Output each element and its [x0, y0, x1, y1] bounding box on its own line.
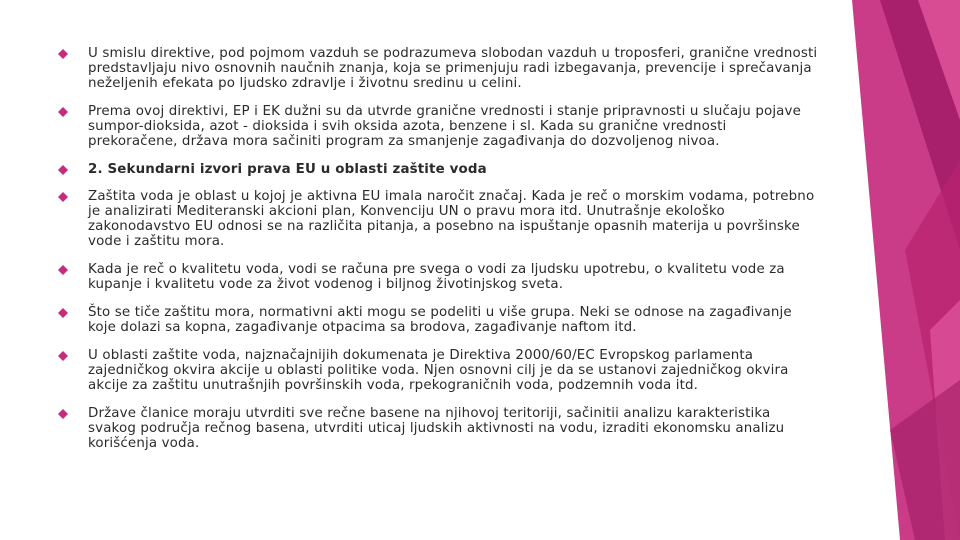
section-heading	[58, 162, 818, 177]
diamond-bullet-icon	[58, 107, 68, 117]
facet-shape	[852, 0, 960, 540]
bullet-text: Države članice moraju utvrditi sve rečne basene na njihovoj teritoriji, sačinitii analizu karakteristika svakog područja rečnog basena, utvrditi uticaj ljudskih aktivnosti na vodu, izraditi ekonomsku analizu korišćenja voda.	[88, 406, 785, 451]
bullet-text: Zaštita voda je oblast u kojoj je aktivna EU imala naročit značaj. Kada je reč o morskim vodama, potrebno je analizirati Mediteranski akcioni plan, Konvenciju UN o pravu mora itd. Unutrašnje ekološko zakonodavstvo EU odnosi se na različita pitanja, a posebno na ispuštanje opasnih materija u površinske vode i zaštitu mora.	[88, 189, 815, 249]
facet-shape	[905, 160, 960, 540]
diamond-bullet-icon	[58, 165, 68, 175]
bullet-list	[58, 46, 818, 464]
bullet-item	[58, 189, 818, 249]
diamond-bullet-icon	[58, 308, 68, 318]
diamond-bullet-icon	[58, 49, 68, 59]
facet-shape	[890, 380, 960, 540]
diamond-bullet-icon	[58, 192, 68, 202]
bullet-item	[58, 46, 818, 91]
bullet-item	[58, 104, 818, 149]
diamond-bullet-icon	[58, 351, 68, 361]
bullet-text: Kada je reč o kvalitetu voda, vodi se računa pre svega o vodi za ljudsku upotrebu, o kvalitetu vode za kupanje i kvalitetu vode za život vodenog i biljnog životinjskog sveta.	[88, 262, 785, 292]
facet-shape	[918, 0, 960, 120]
facet-shape	[880, 0, 960, 250]
bullet-text: Prema ovoj direktivi, EP i EK dužni su da utvrde granične vrednosti i stanje pripravnosti u slučaju pojave sumpor-dioksida, azot - dioksida i svih oksida azota, benzene i sl. Kada su granične vrednosti prekoračene, država mora sačiniti program za smanjenje zagađivanja do dozvoljenog nivoa.	[88, 104, 802, 149]
heading-text: 2. Sekundarni izvori prava EU u oblasti zaštite voda	[88, 162, 487, 177]
bullet-text: Što se tiče zaštitu mora, normativni akti mogu se podeliti u više grupa. Neki se odnose na zagađivanje koje dolazi sa kopna, zagađivanje otpacima sa brodova, zagađivanje naftom itd.	[88, 305, 792, 335]
diamond-bullet-icon	[58, 265, 68, 275]
bullet-item	[58, 348, 818, 393]
bullet-item	[58, 406, 818, 451]
bullet-text: U oblasti zaštite voda, najznačajnijih dokumenata je Direktiva 2000/60/EC Evropskog parlamenta zajedničkog okvira akcije u oblasti politike voda. Njen osnovni cilj je da se ustanovi zajedničkog okvira akcije za zaštitu unutrašnjih površinskih voda, rpekograničnih voda, podzemnih voda itd.	[88, 348, 789, 393]
facet-shape	[930, 300, 960, 540]
bullet-text: U smislu direktive, pod pojmom vazduh se podrazumeva slobodan vazduh u troposferi, granične vrednosti predstavljaju nivo osnovnih naučnih znanja, koja se primenjuju radi izbegavanja, prevencije i sprečavanja neželjenih efekata po ljudsko zdravlje i životnu sredinu u celini.	[88, 46, 818, 91]
bullet-item	[58, 262, 818, 292]
diamond-bullet-icon	[58, 409, 68, 419]
bullet-item	[58, 305, 818, 335]
